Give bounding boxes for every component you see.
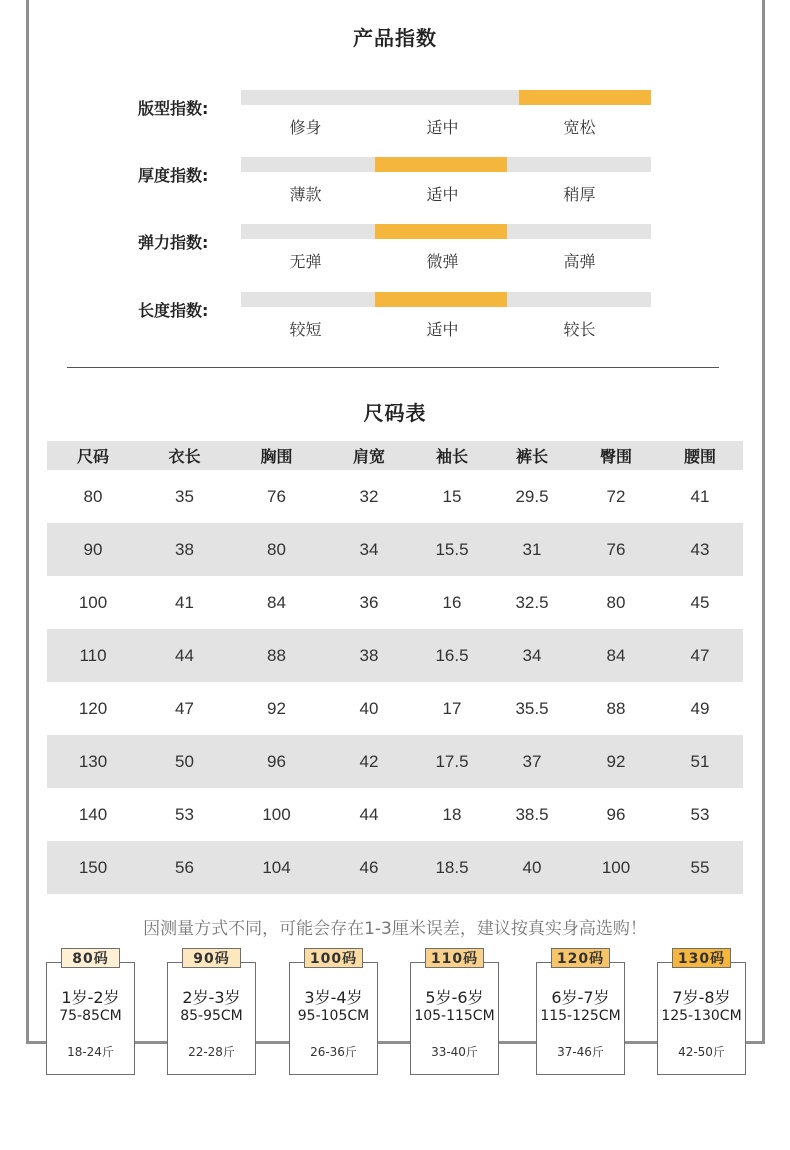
- card-height: 105-115CM: [414, 1008, 495, 1024]
- index-option: 修身: [289, 118, 322, 137]
- index-option: 较短: [289, 320, 322, 339]
- table-cell: 92: [606, 751, 626, 771]
- card-weight: 18-24斤: [67, 1045, 114, 1059]
- card-weight: 33-40斤: [431, 1045, 478, 1059]
- table-cell: 84: [267, 592, 286, 612]
- table-cell: 44: [359, 804, 379, 824]
- table-cell: 100: [601, 857, 631, 877]
- index-row: [0, 292, 790, 342]
- table-cell: 16.5: [435, 645, 469, 665]
- card-weight: 26-36斤: [310, 1045, 357, 1059]
- table-header-cell: 裤长: [515, 449, 548, 466]
- size-tag: 110码: [425, 948, 484, 968]
- table-row: [47, 629, 743, 682]
- table-cell: 90: [83, 539, 103, 559]
- table-cell: 120: [78, 698, 108, 718]
- table-cell: 84: [606, 645, 626, 665]
- index-indicator-active: [375, 292, 507, 307]
- table-cell: 92: [267, 698, 286, 718]
- size-chart-table: [47, 441, 743, 894]
- size-tag: 100码: [304, 948, 363, 968]
- card-weight: 37-46斤: [557, 1045, 604, 1059]
- index-track: [241, 90, 651, 105]
- table-cell: 18: [442, 804, 462, 824]
- table-cell: 80: [606, 592, 626, 612]
- table-header-cell: 腰围: [683, 449, 716, 466]
- table-cell: 40: [522, 857, 542, 877]
- table-row: [47, 841, 743, 894]
- table-cell: 32.5: [515, 592, 549, 612]
- table-header-cell: 肩宽: [352, 449, 385, 466]
- size-card: [657, 962, 746, 1075]
- table-cell: 17: [442, 698, 462, 718]
- table-cell: 46: [359, 857, 379, 877]
- card-height: 85-95CM: [180, 1008, 243, 1024]
- table-cell: 56: [175, 857, 194, 877]
- table-cell: 104: [262, 857, 291, 877]
- size-tag: 80码: [61, 948, 120, 968]
- index-option: 适中: [426, 118, 459, 137]
- table-cell: 80: [83, 486, 103, 506]
- table-cell: 36: [359, 592, 379, 612]
- size-chart-title: 尺码表: [363, 401, 427, 425]
- table-cell: 42: [359, 751, 379, 771]
- card-weight: 42-50斤: [678, 1045, 725, 1059]
- table-cell: 15.5: [435, 539, 469, 559]
- table-cell: 37: [522, 751, 542, 771]
- card-age: 6岁-7岁: [551, 988, 610, 1007]
- table-cell: 15: [442, 486, 462, 506]
- table-header-cell: 胸围: [260, 449, 293, 466]
- index-indicator: [241, 90, 373, 105]
- card-height: 95-105CM: [297, 1008, 370, 1024]
- index-indicator: [241, 157, 373, 172]
- index-option: 稍厚: [563, 185, 596, 204]
- table-cell: 100: [78, 592, 108, 612]
- size-card: [536, 962, 625, 1075]
- size-card: [289, 962, 378, 1075]
- table-row: [47, 523, 743, 576]
- table-cell: 43: [690, 539, 710, 559]
- table-cell: 100: [262, 804, 291, 824]
- index-indicator: [241, 292, 373, 307]
- table-cell: 45: [690, 592, 710, 612]
- card-age: 7岁-8岁: [672, 988, 731, 1007]
- index-indicator-active: [375, 157, 507, 172]
- table-cell: 96: [606, 804, 626, 824]
- table-cell: 38: [359, 645, 379, 665]
- table-header-cell: 衣长: [168, 449, 201, 466]
- table-cell: 88: [267, 645, 286, 665]
- index-track: [241, 157, 651, 172]
- index-track: [241, 292, 651, 307]
- index-row: [0, 157, 790, 207]
- index-label: 厚度指数:: [138, 166, 209, 185]
- index-indicator-active: [519, 90, 651, 105]
- table-cell: 110: [79, 645, 107, 665]
- table-cell: 51: [690, 751, 710, 771]
- index-option: 薄款: [289, 185, 322, 204]
- table-cell: 38: [175, 539, 194, 559]
- table-header-row: [47, 441, 743, 470]
- table-cell: 32: [359, 486, 379, 506]
- index-indicator: [519, 224, 651, 239]
- table-cell: 53: [175, 804, 194, 824]
- card-age: 2岁-3岁: [182, 988, 241, 1007]
- table-cell: 150: [78, 857, 108, 877]
- index-label: 弹力指数:: [138, 233, 209, 252]
- table-cell: 53: [690, 804, 710, 824]
- table-cell: 80: [267, 539, 286, 559]
- table-row: [47, 735, 743, 788]
- index-row: [0, 224, 790, 274]
- table-cell: 140: [78, 804, 108, 824]
- card-age: 3岁-4岁: [304, 988, 363, 1007]
- table-cell: 35: [175, 486, 194, 506]
- index-option: 无弹: [289, 252, 322, 271]
- table-cell: 44: [175, 645, 194, 665]
- table-cell: 47: [175, 698, 194, 718]
- table-row: [47, 470, 743, 523]
- table-cell: 76: [606, 539, 626, 559]
- table-cell: 34: [522, 645, 542, 665]
- index-indicator: [241, 224, 373, 239]
- frame-bottom-border: [26, 1041, 765, 1044]
- table-cell: 96: [267, 751, 286, 771]
- table-cell: 40: [359, 698, 379, 718]
- table-cell: 41: [175, 592, 194, 612]
- index-indicator-active: [375, 224, 507, 239]
- index-track: [241, 224, 651, 239]
- table-cell: 29.5: [515, 486, 549, 506]
- card-age: 5岁-6岁: [425, 988, 484, 1007]
- card-height: 75-85CM: [59, 1008, 122, 1024]
- size-tag: 130码: [672, 948, 731, 968]
- card-height: 115-125CM: [540, 1008, 621, 1024]
- table-cell: 18.5: [435, 857, 469, 877]
- index-option: 宽松: [563, 118, 596, 137]
- product-index-title: 产品指数: [353, 26, 437, 50]
- size-card: [410, 962, 499, 1075]
- size-tag: 90码: [182, 948, 241, 968]
- index-row: [0, 90, 790, 140]
- card-weight: 22-28斤: [188, 1045, 235, 1059]
- size-card: [46, 962, 135, 1075]
- table-header-cell: 尺码: [76, 449, 109, 466]
- index-option: 适中: [426, 185, 459, 204]
- index-option: 较长: [563, 320, 596, 339]
- table-cell: 31: [522, 539, 542, 559]
- table-cell: 17.5: [435, 751, 469, 771]
- table-row: [47, 682, 743, 735]
- card-age: 1岁-2岁: [61, 988, 120, 1007]
- table-cell: 38.5: [515, 804, 549, 824]
- index-option: 高弹: [563, 252, 596, 271]
- index-option: 微弹: [426, 252, 459, 271]
- table-header-cell: 臀围: [599, 449, 632, 466]
- index-indicator: [519, 292, 651, 307]
- index-indicator: [519, 157, 651, 172]
- card-height: 125-130CM: [661, 1008, 742, 1024]
- size-tag: 120码: [551, 948, 610, 968]
- table-cell: 47: [690, 645, 710, 665]
- index-label: 长度指数:: [138, 301, 209, 320]
- table-cell: 130: [78, 751, 108, 771]
- index-label: 版型指数:: [138, 99, 209, 118]
- section-divider: [67, 367, 719, 368]
- table-cell: 35.5: [515, 698, 549, 718]
- table-cell: 50: [175, 751, 194, 771]
- table-cell: 34: [359, 539, 379, 559]
- table-header-cell: 袖长: [435, 449, 468, 466]
- table-cell: 49: [690, 698, 710, 718]
- table-row: [47, 788, 743, 841]
- table-cell: 72: [606, 486, 626, 506]
- table-row: [47, 576, 743, 629]
- measurement-note: 因测量方式不同，可能会存在1-3厘米误差，建议按真实身高选购！: [143, 919, 647, 939]
- table-cell: 16: [442, 592, 462, 612]
- table-cell: 55: [690, 857, 710, 877]
- index-indicator: [375, 90, 507, 105]
- table-cell: 88: [606, 698, 626, 718]
- size-card: [167, 962, 256, 1075]
- table-cell: 41: [690, 486, 710, 506]
- index-option: 适中: [426, 320, 459, 339]
- table-cell: 76: [267, 486, 286, 506]
